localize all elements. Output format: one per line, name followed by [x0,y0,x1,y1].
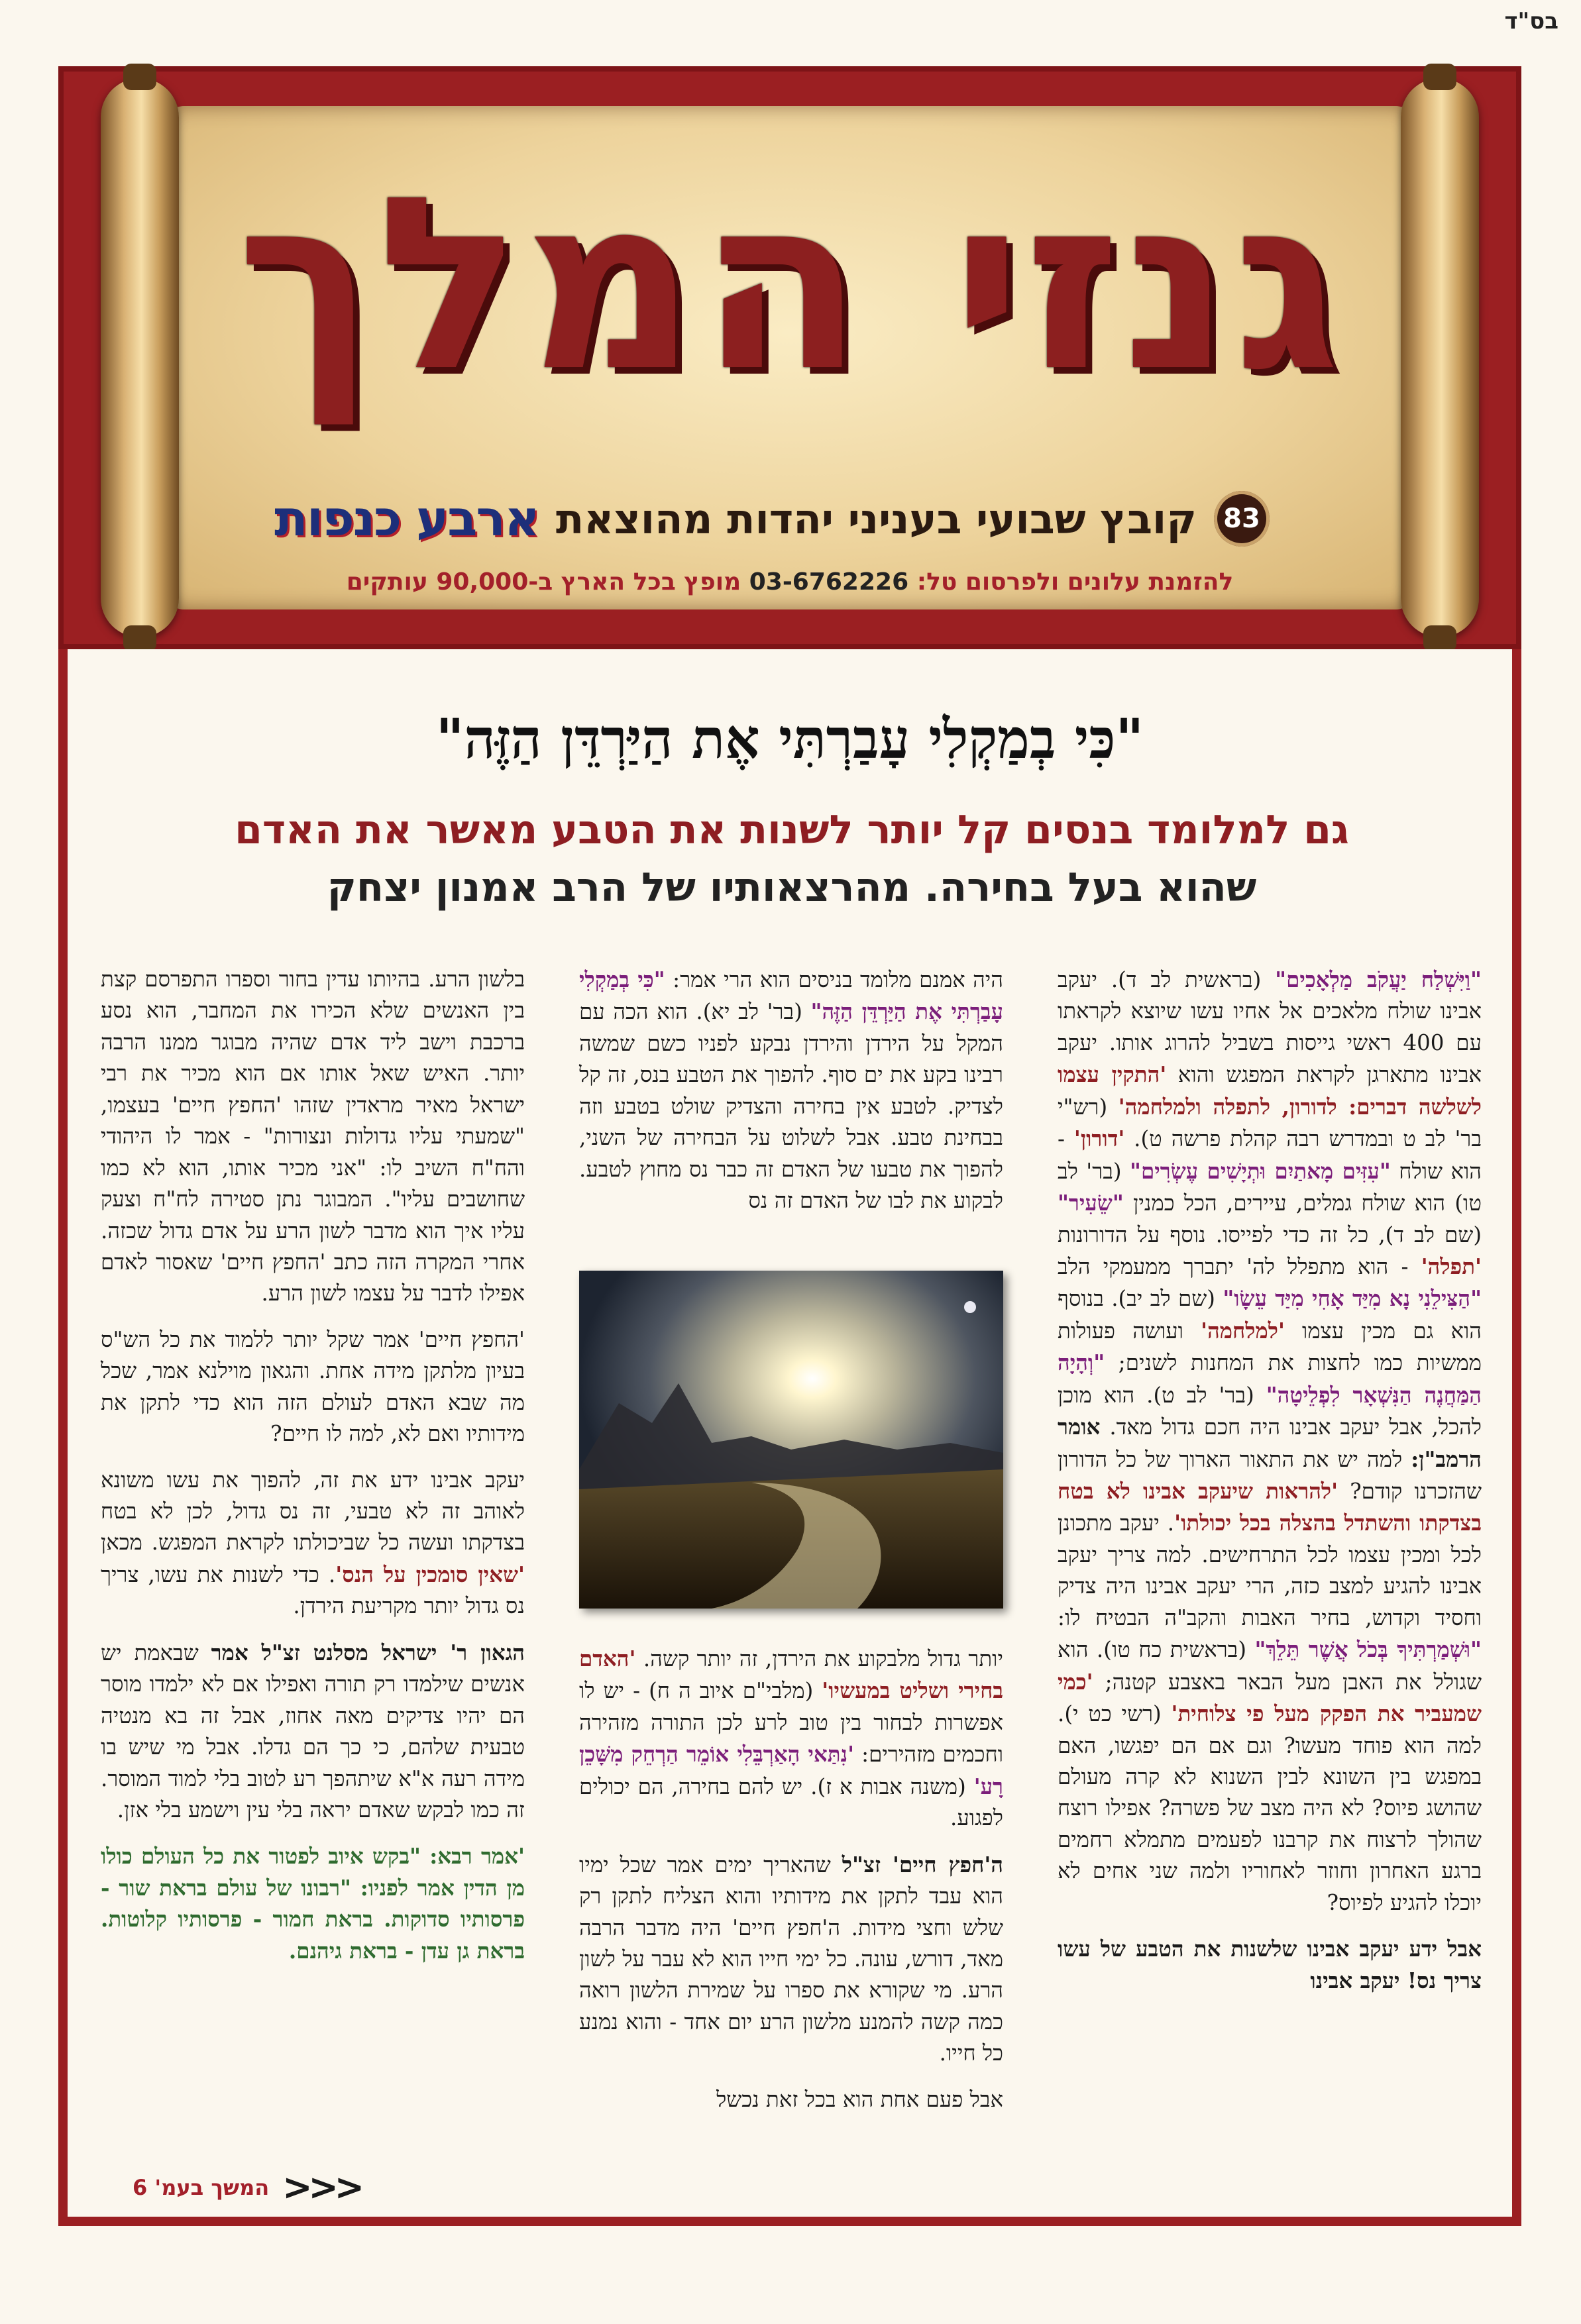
article-column-2-lower [579,1643,1003,2130]
paragraph: היה אמנם מלומד בניסים הוא הרי אמר: "כִּי בְמַקְלִי עָבַרְתִּי אֶת הַיַּרְדֵּן הַזֶּה" (בר' לב יא). הוא הכה עם המקל על הירדן והירדן נבקע לפניו כשם שמשה רבינו בקע את ים סוף. להפוך את הטבע בנס, זה קל לצדיק. לטבע אין בחירה והצדיק שולט בטבע וזה בבחינת טבע. אבל לשלוט על הבחירה של השני, להפוך את טבעו של האדם זה כבר נס מחוץ לטבע. לבקוע את לבו של האדם זה נס [579,967,1003,1214]
article-subhead [80,802,1504,917]
paragraph: 'אמר רבא: "בקש איוב לפטור את כל העולם כולו מן הדין אמר לפניו: "רבונו של עולם בראת שור - פרסותיו סדוקות. בראת חמור - פרסותיו קלוטות. בראת גן עדן - בראת גיהנם. [101,1843,525,1964]
bsd-mark: בס"ד [1504,8,1558,34]
paragraph: בלשון הרע. בהיותו עדין בחור וספרו התפרסם קצת בין האנשים שלא הכירו את המחבר, הוא נסע ברכבת וישב ליד אדם שהיה מבוגר ממנו הרבה יותר. האיש שאל אותו אם הוא מכיר את רבי ישראל מאיר מראדין שזהו 'החפץ חיים' בעצמו, "שמעתי עליו גדולות ונצורות" - אמר לו היהודי והח"ח השיב לו: "אני מכיר אותו, הוא לא כמו שחושבים עליו". המבוגר נתן סטירה לח"ח וצעק עליו איך הוא מדבר לשון הרע על אדם גדול שכזה. אחרי המקרה הזה כתב 'החפץ חיים' שאסור לאדם אפילו לדבר על עצמו לשון הרע. [101,967,525,1306]
paragraph: "וַיִּשְׁלַח יַעֲקֹב מַלְאָכִים" (בראשית לב ד). יעקב אבינו שולח מלאכים אל אחיו עשו שיוצא לקראתו עם 400 ראשי גייסות בשביל להרוג אותו. יעקב אבינו מתארגן לקראת המפגש והוא 'התקין עצמו לשלשה דברים: לדורון, לתפלה ולמלחמה' (רש"י בר' לב ט ובמדרש רבה קהלת פרשה ט). 'דורון' - הוא שולח "עִזִּים מָאתַיִם וּתְיָשִׁים עֶשְׂרִים" (בר' לב טו) הוא שולח גמלים, עיירים, הכל כמנין "שֵׂעִיר" (שם לב ד), כל זה כדי לפייסו. נוסף על הדורונות 'תפלה' - הוא מתפלל לה' יתברך ממעמקי הלב "הַצִּילֵנִי נָא מִיַּד אָחִי מִיַּד עֵשָׂו" (שם לב יב). בנוסף הוא גם מכין עצמו 'למלחמה' ועושה פעולות ממשיות כמו לחצות את המחנות לשנים; "וְהָיָה הַמַּחֲנֶה הַנִּשְׁאָר לִפְלֵיטָה" (בר' לב ט). הוא מוכן להכל, אבל יעקב אבינו היה חכם גדול מאד. אומר הרמב"ן: למה יש את התאור הארוך של כל הדורון שהזכרנו קודם? 'להראות שיעקב אבינו לא בטח בצדקתו והשתדל בהצלה בכל יכולתו'. יעקב מתכונן לכל ומכין עצמו לכל התרחישים. למה צריך יעקב אבינו להגיע למצב כזה, הרי יעקב אבינו היה צדיק וחסיד וקדוש, בחיר האבות והקב"ה הבטיח לו: "וּשְׁמַרְתִּיךָ בְּכֹל אֲשֶׁר תֵּלֵךְ" (בראשית כח טו). הוא שגולל את האבן מעל הבאר באצבע קטנה; 'כמי שמעביר את הפקק מעל פי צלוחית' (רשי כט י). למה הוא פוחד מעשו? וגם אם הם יפגשו, האם במפגש בין השונא לבין השנוא לא קרה מעולם שהושג פיוס? לא היה מצב של פשרה? אפילו רוצח שהולך לרצוח את קרבנו לפעמים מתמלא רחמים ברגע האחרון וחוזר לאחוריו ולמה שני אחים לא יוכלו להגיע לפיוס? [1058,967,1482,1915]
paragraph: יותר גדול מלבקוע את הירדן, זה יותר קשה. 'האדם בחירי ושליט במעשיו' (מלבי"ם איוב ה ח) - יש לו אפשרות לבחור בין טוב לרע לכן התורה מזהירה וחכמים מזהירים: 'נִתַּאי הָאַרְבֵּלִי אוֹמֵר הַרְחֵק מִשָּׁכֵן רָע' (משנה אבות א ז). יש להם בחירה, הם יכולים לפגוע. [579,1646,1004,1831]
article-headline: "כִּי בְמַקְלִי עָבַרְתִּי אֶת הַיַּרְדֵּן הַזֶּה" [435,708,1144,771]
subhead-line-1: גם למלומד בנסים קל יותר לשנות את הטבע מאשר את האדם [235,807,1349,853]
paragraph: אבל ידע יעקב אבינו שלשנות את הטבע של עשו צריך נס! יעקב אבינו [1058,1936,1482,1993]
paragraph: הגאון ר' ישראל מסלנט זצ"ל אמר שבאמת יש אנשים שילמדו רק תורה ואפילו אם לא ילמדו מוסר הם יהיו צדיקים מאה אחוז, אבל זה בא מנטיה טבעית שלהם, כי כך הם גדלו. אבל מי שיש בו מידה רעה א"א שיתהפך רע לטוב בלי למוד המוסר. זה כמו לבקש שאדם יראה בלי עין וישמע בלי אזן. [101,1639,525,1822]
sunset-landscape-image [579,1271,1003,1609]
article-image [579,1271,1003,1609]
continued-on-page[interactable] [133,2166,360,2208]
subhead-line-2: שהוא בעל בחירה. מהרצאותיו של הרב אמנון יצחק [327,865,1257,911]
paragraph: 'החפץ חיים' אמר שקל יותר ללמוד את כל הש"ס בעיון מלתקן מידה אחת. והגאון מוילנא אמר, שכל מה שבא האדם לעולם הזה הוא כדי לתקן את מידותיו ואם לא, למה לו חיים? [101,1326,525,1447]
issue-number-badge: 83 [1214,491,1270,547]
triple-chevron-left-icon: <<< [282,2166,360,2208]
paragraph: ה'חפץ חיים' זצ"ל שהאריך ימים אמר שכל ימיו הוא עבד לתקן את מידותיו והוא הצליח לתקן רק שלש וחצי מידות. ה'חפץ חיים' היה מדבר הרבה מאד, דורש, עונה. כל ימי חייו הוא לא עבר על לשון הרע. מי שקורא את ספרו על שמירת הלשון רואה כמה קשה להמנע מלשון הרע יום אחד - והוא נמנע כל חייו. [579,1851,1003,2066]
contact-line [58,568,1521,596]
masthead [58,66,1521,649]
article-column-1 [1058,964,1482,2011]
masthead-subtitle: קובץ שבועי בעניני יהדות מהוצאת [555,494,1197,543]
masthead-subtitle-row [274,490,1270,547]
article-column-2 [579,964,1003,1232]
masthead-title: גנזי המלך [237,146,1343,423]
article-column-3 [101,964,525,1981]
contact-circulation: מופץ בכל הארץ ב-90,000 עותקים [346,568,741,596]
continued-label: המשך בעמ' 6 [133,2174,270,2200]
paragraph: יעקב אבינו ידע את זה, להפוך את עשו משונא לאוהב זה לא טבעי, זה נס גדול, לכן לא בטח בצדקתו ועשה כל שביכולתו לקראת המפגש. מכאן 'שאין סומכין על הנס'. כדי לשנות את עשו, צריך נס גדול יותר מקריעת הירדן. [101,1467,525,1619]
contact-phone: 03-6762226 [749,568,909,596]
publisher-logo: ארבע כנפות [274,490,539,547]
paragraph: אבל פעם אחת הוא בכל זאת נכשל [716,2086,1003,2112]
contact-label: להזמנת עלונים ולפרסום טל: [916,568,1234,596]
